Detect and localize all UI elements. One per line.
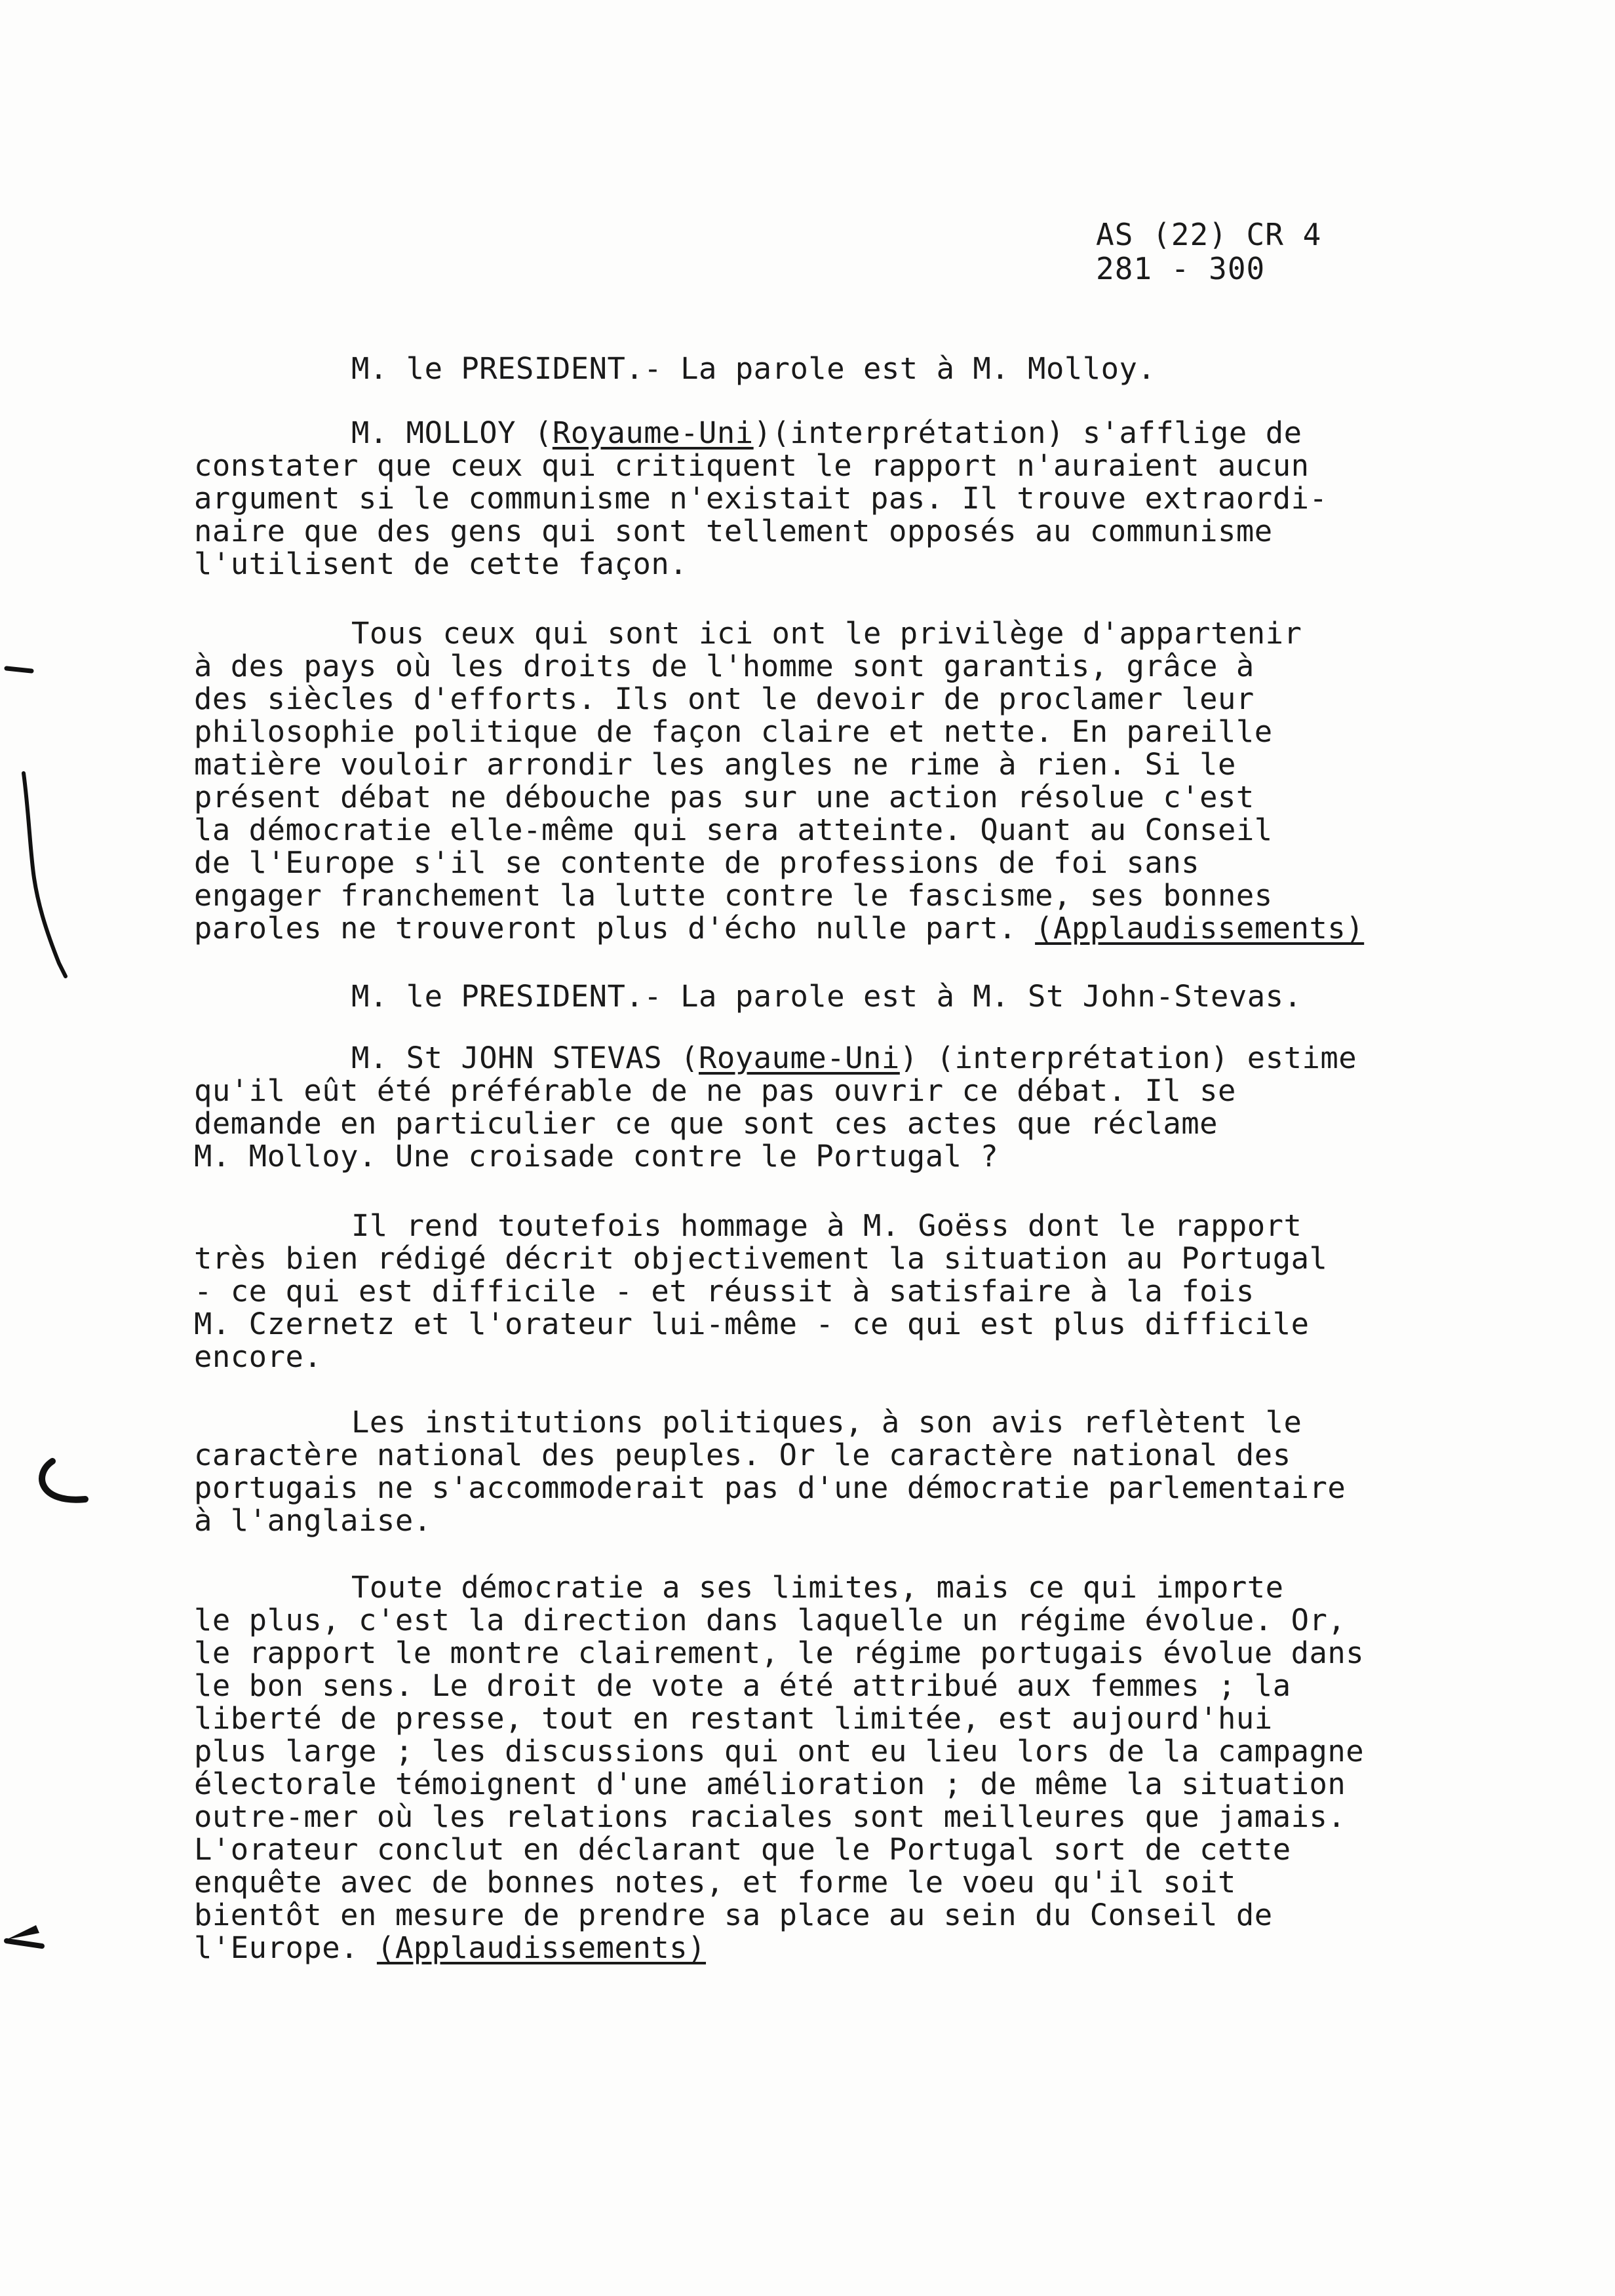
text-line: électorale témoignent d'une amélioration ; de même la situation <box>194 1767 1346 1801</box>
text-line: de l'Europe s'il se contente de professions de foi sans <box>194 845 1200 880</box>
text-line: argument si le communisme n'existait pas. Il trouve extraordi- <box>194 481 1328 516</box>
text-line: naire que des gens qui sont tellement opposés au communisme <box>194 514 1273 548</box>
text-line: qu'il eût été préférable de ne pas ouvrir ce débat. Il se <box>194 1073 1236 1108</box>
paragraph-president-1 <box>194 353 1479 385</box>
text-line: M. Czernetz et l'orateur lui-même - ce qui est plus difficile <box>194 1307 1310 1341</box>
text-line: des siècles d'efforts. Ils ont le devoir de proclamer leur <box>194 681 1255 716</box>
text-line: matière vouloir arrondir les angles ne rime à rien. Si le <box>194 747 1236 782</box>
text-fragment: (interprétation) s'afflige de <box>771 415 1302 450</box>
text-line: outre-mer où les relations raciales sont meilleures que jamais. <box>194 1799 1346 1834</box>
reference-line-1: AS (22) CR 4 <box>1096 217 1322 252</box>
text-line: philosophie politique de façon claire et nette. En pareille <box>194 714 1273 749</box>
text-line: présent débat ne débouche pas sur une action résolue c'est <box>194 780 1255 814</box>
paragraph-st-john-stevas <box>194 1042 1479 1173</box>
document-reference <box>1096 218 1321 286</box>
speaker-name: M. MOLLOY <box>351 415 516 450</box>
applause-note: (Applaudissements) <box>376 1930 707 1965</box>
margin-bracket-mark <box>0 655 105 996</box>
paragraph-goess <box>194 1210 1479 1373</box>
text-line: plus large ; les discussions qui ont eu lieu lors de la campagne <box>194 1734 1365 1769</box>
text-line: liberté de presse, tout en restant limitée, est aujourd'hui <box>194 1701 1273 1736</box>
text-fragment: (interprétation) estime <box>936 1041 1357 1075</box>
paragraph-democratie <box>194 1571 1479 1964</box>
text-line: la démocratie elle-même qui sera atteinte. Quant au Conseil <box>194 813 1273 847</box>
text-line <box>194 1932 1479 1964</box>
speaker-name: M. St JOHN STEVAS <box>351 1041 663 1075</box>
text-line: caractère national des peuples. Or le caractère national des <box>194 1438 1291 1472</box>
text-line: l'utilisent de cette façon. <box>194 546 688 581</box>
text-line: demande en particulier ce que sont ces actes que réclame <box>194 1106 1218 1141</box>
text-line: le rapport le montre clairement, le régime portugais évolue dans <box>194 1636 1365 1670</box>
text-line: M. le PRESIDENT.- La parole est à M. Molloy. <box>351 351 1156 386</box>
text-line: L'orateur conclut en déclarant que le Portugal sort de cette <box>194 1832 1291 1867</box>
text-line: portugais ne s'accommoderait pas d'une démocratie parlementaire <box>194 1470 1346 1505</box>
paragraph-molloy <box>194 417 1479 581</box>
text-line: Il rend toutefois hommage à M. Goëss dont le rapport <box>351 1208 1302 1243</box>
text-line: le bon sens. Le droit de vote a été attribué aux femmes ; la <box>194 1668 1291 1703</box>
speaker-country: Royaume-Uni <box>698 1041 900 1075</box>
text-fragment: l'Europe. <box>194 1930 377 1965</box>
text-line: engager franchement la lutte contre le fascisme, ses bonnes <box>194 878 1273 913</box>
text-line: Toute démocratie a ses limites, mais ce qui importe <box>351 1570 1284 1605</box>
text-line: bientôt en mesure de prendre sa place au sein du Conseil de <box>194 1898 1273 1932</box>
reference-line-2: 281 - 300 <box>1096 251 1266 286</box>
text-line: très bien rédigé décrit objectivement la situation au Portugal <box>194 1241 1328 1276</box>
text-line: Tous ceux qui sont ici ont le privilège d'appartenir <box>351 616 1302 651</box>
text-line: le plus, c'est la direction dans laquelle un régime évolue. Or, <box>194 1603 1346 1637</box>
text-line: M. Molloy. Une croisade contre le Portugal ? <box>194 1139 999 1174</box>
margin-arc-mark <box>26 1455 98 1514</box>
paragraph-institutions <box>194 1406 1479 1537</box>
text-line: M. MOLLOY (Royaume-Uni)(interprétation) s'afflige de <box>351 415 1302 450</box>
speaker-country: Royaume-Uni <box>552 415 754 450</box>
text-line: - ce qui est difficile - et réussit à satisfaire à la fois <box>194 1274 1255 1309</box>
text-line: Les institutions politiques, à son avis reflètent le <box>351 1405 1302 1440</box>
text-line: M. le PRESIDENT.- La parole est à M. St John-Stevas. <box>351 979 1302 1014</box>
text-line: enquête avec de bonnes notes, et forme le voeu qu'il soit <box>194 1865 1236 1900</box>
margin-arrow-mark <box>0 1913 72 1959</box>
text-line: M. St JOHN STEVAS (Royaume-Uni) (interprétation) estime <box>351 1041 1357 1075</box>
text-line: encore. <box>194 1339 322 1374</box>
text-line <box>194 912 1479 945</box>
text-line: à des pays où les droits de l'homme sont garantis, grâce à <box>194 649 1255 683</box>
text-line: à l'anglaise. <box>194 1503 432 1538</box>
text-fragment: paroles ne trouveront plus d'écho nulle part. <box>194 911 1036 946</box>
applause-note: (Applaudissements) <box>1035 911 1365 946</box>
paragraph-president-2 <box>194 980 1479 1013</box>
paragraph-molloy-continued <box>194 617 1479 945</box>
text-line: constater que ceux qui critiquent le rapport n'auraient aucun <box>194 448 1310 483</box>
